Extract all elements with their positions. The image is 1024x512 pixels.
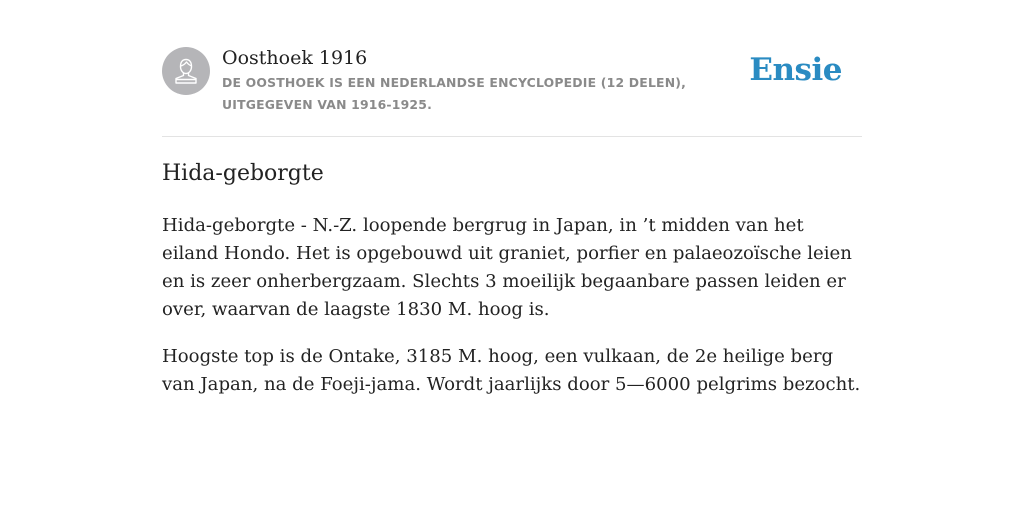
source-description: DE OOSTHOEK IS EEN NEDERLANDSE ENCYCLOPEDIE (12 DELEN), UITGEGEVEN VAN 1916-1925. <box>222 75 687 112</box>
article-paragraph: Hoogste top is de Ontake, 3185 M. hoog, een vulkaan, de 2e heilige berg van Japan, na de Foeji-jama. Wordt jaarlijks door 5—6000 pelgrims bezocht. <box>162 346 861 395</box>
source-name[interactable]: Oosthoek 1916 <box>222 47 368 69</box>
source-avatar[interactable] <box>162 47 210 95</box>
article-title: Hida-geborgte <box>162 161 324 186</box>
ensie-logo[interactable]: Ensie <box>749 52 842 88</box>
user-silhouette-icon <box>173 57 199 85</box>
article-paragraph: Hida-geborgte - N.-Z. loopende bergrug in Japan, in ’t midden van het eiland Hondo. Het is opgebouwd uit graniet, porfier en palaeozoïsche leien en is zeer onherbergzaam. Slechts 3 moeilijk begaanbare passen leiden er over, waarvan de laagste 1830 M. hoog is. <box>162 215 852 320</box>
article-body <box>162 212 862 418</box>
source-header <box>162 44 862 137</box>
